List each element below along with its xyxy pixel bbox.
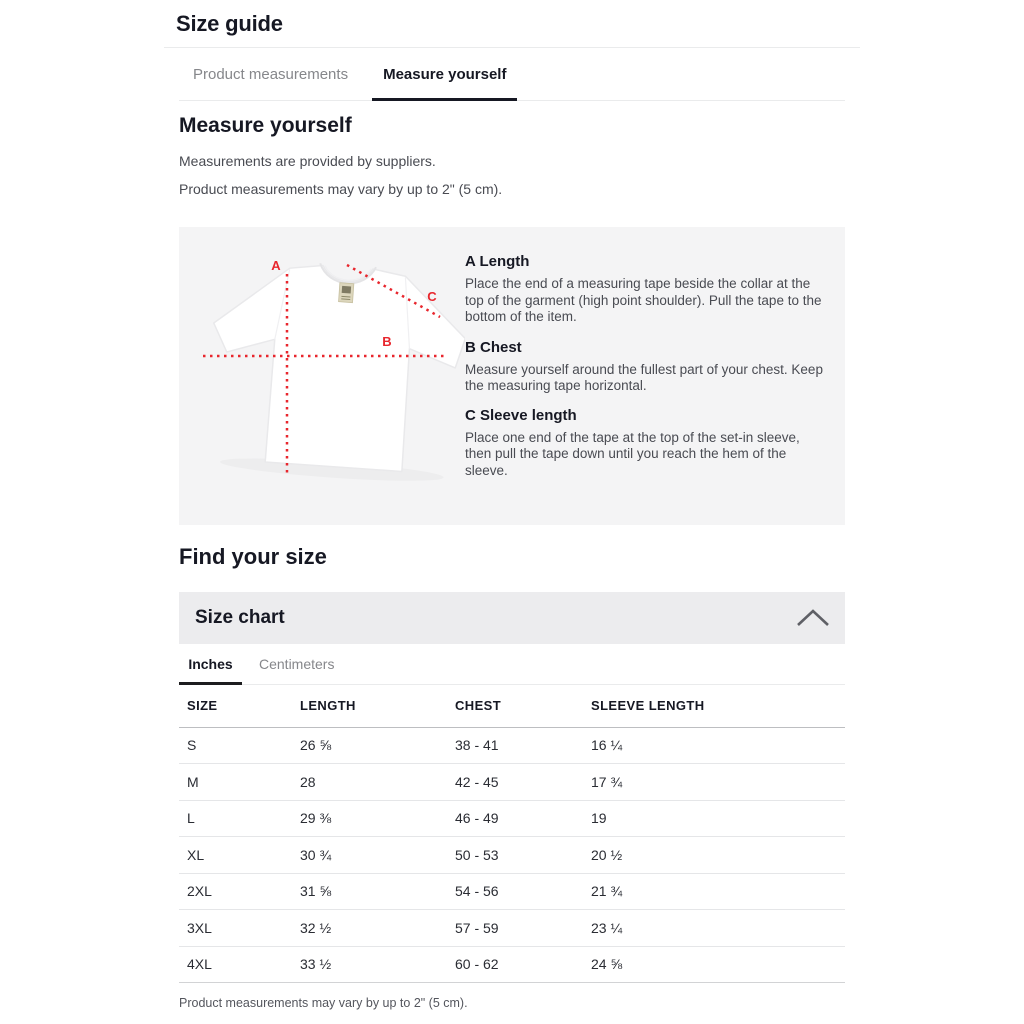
column-header-sleeve-length: SLEEVE LENGTH [583, 685, 845, 727]
tab-centimeters[interactable]: Centimeters [259, 656, 335, 672]
cell-sleeve-length: 19 [583, 800, 845, 837]
measure-item-title: A Length [465, 253, 530, 270]
find-your-size-heading: Find your size [179, 544, 327, 569]
cell-length: 30 ¾ [292, 837, 447, 874]
measure-instructions [465, 227, 845, 525]
cell-size: S [179, 727, 292, 764]
unit-tabs [179, 644, 845, 685]
cell-length: 31 ⅝ [292, 873, 447, 910]
page-title: Size guide [176, 11, 283, 36]
tshirt-graphic [204, 256, 465, 486]
table-row [179, 800, 845, 837]
cell-length: 28 [292, 764, 447, 801]
cell-chest: 50 - 53 [447, 837, 583, 874]
collar-tag [339, 283, 354, 303]
column-header-chest: CHEST [447, 685, 583, 727]
tshirt-diagram [179, 227, 465, 525]
size-chart-accordion-header[interactable] [179, 592, 845, 644]
note-variance: Product measurements may vary by up to 2" (5 cm). [179, 181, 503, 197]
cell-chest: 46 - 49 [447, 800, 583, 837]
table-row [179, 910, 845, 947]
cell-sleeve-length: 23 ¼ [583, 910, 845, 947]
top-tabs [179, 48, 845, 101]
table-row [179, 837, 845, 874]
measure-item-text: Measure yourself around the fullest part of your chest. Keep the measuring tape horizontal. [465, 361, 823, 393]
column-header-length: LENGTH [292, 685, 447, 727]
cell-sleeve-length: 20 ½ [583, 837, 845, 874]
cell-chest: 54 - 56 [447, 873, 583, 910]
measure-item-chest [465, 339, 823, 395]
size-table-header-row [179, 685, 845, 727]
tab-measure-yourself[interactable]: Measure yourself [372, 66, 517, 101]
tab-inches[interactable]: Inches [179, 656, 242, 685]
cell-chest: 38 - 41 [447, 727, 583, 764]
table-row [179, 873, 845, 910]
measure-item-text: Place one end of the tape at the top of the set-in sleeve, then pull the tape down until you reach the hem of the sleeve. [465, 429, 800, 478]
measure-item-length [465, 253, 823, 326]
cell-size: XL [179, 837, 292, 874]
diagram-label-b: B [382, 334, 392, 349]
cell-length: 33 ½ [292, 946, 447, 983]
tab-product-measurements[interactable]: Product measurements [193, 66, 349, 83]
size-guide-modal [164, 0, 860, 1011]
table-row [179, 764, 845, 801]
cell-chest: 57 - 59 [447, 910, 583, 947]
cell-size: 2XL [179, 873, 292, 910]
cell-sleeve-length: 17 ¾ [583, 764, 845, 801]
size-table-body [179, 727, 845, 983]
diagram-label-c: C [427, 289, 437, 304]
table-row [179, 946, 845, 983]
table-row [179, 727, 845, 764]
cell-size: 4XL [179, 946, 292, 983]
cell-size: 3XL [179, 910, 292, 947]
measure-item-sleeve [465, 407, 823, 480]
cell-length: 32 ½ [292, 910, 447, 947]
column-header-size: SIZE [179, 685, 292, 727]
measure-item-title: B Chest [465, 338, 522, 356]
measure-item-text: Place the end of a measuring tape beside the collar at the top of the garment (high point shoulder). Pull the tape to the bottom of the item. [465, 276, 822, 324]
size-chart-title: Size chart [195, 607, 285, 628]
measurement-diagram-panel [179, 227, 845, 525]
chevron-up-icon[interactable] [795, 607, 831, 629]
cell-length: 29 ⅜ [292, 800, 447, 837]
diagram-label-a: A [271, 258, 281, 273]
cell-size: L [179, 800, 292, 837]
cell-chest: 60 - 62 [447, 946, 583, 983]
cell-sleeve-length: 16 ¼ [583, 727, 845, 764]
cell-size: M [179, 764, 292, 801]
cell-length: 26 ⅝ [292, 727, 447, 764]
measure-heading: Measure yourself [179, 114, 352, 137]
cell-chest: 42 - 45 [447, 764, 583, 801]
cell-sleeve-length: 21 ¾ [583, 873, 845, 910]
footer-note: Product measurements may vary by up to 2" (5 cm). [179, 996, 468, 1010]
cell-sleeve-length: 24 ⅝ [583, 946, 845, 983]
note-suppliers: Measurements are provided by suppliers. [179, 153, 436, 169]
measure-item-title: C Sleeve length [465, 406, 577, 424]
size-table [179, 685, 845, 983]
